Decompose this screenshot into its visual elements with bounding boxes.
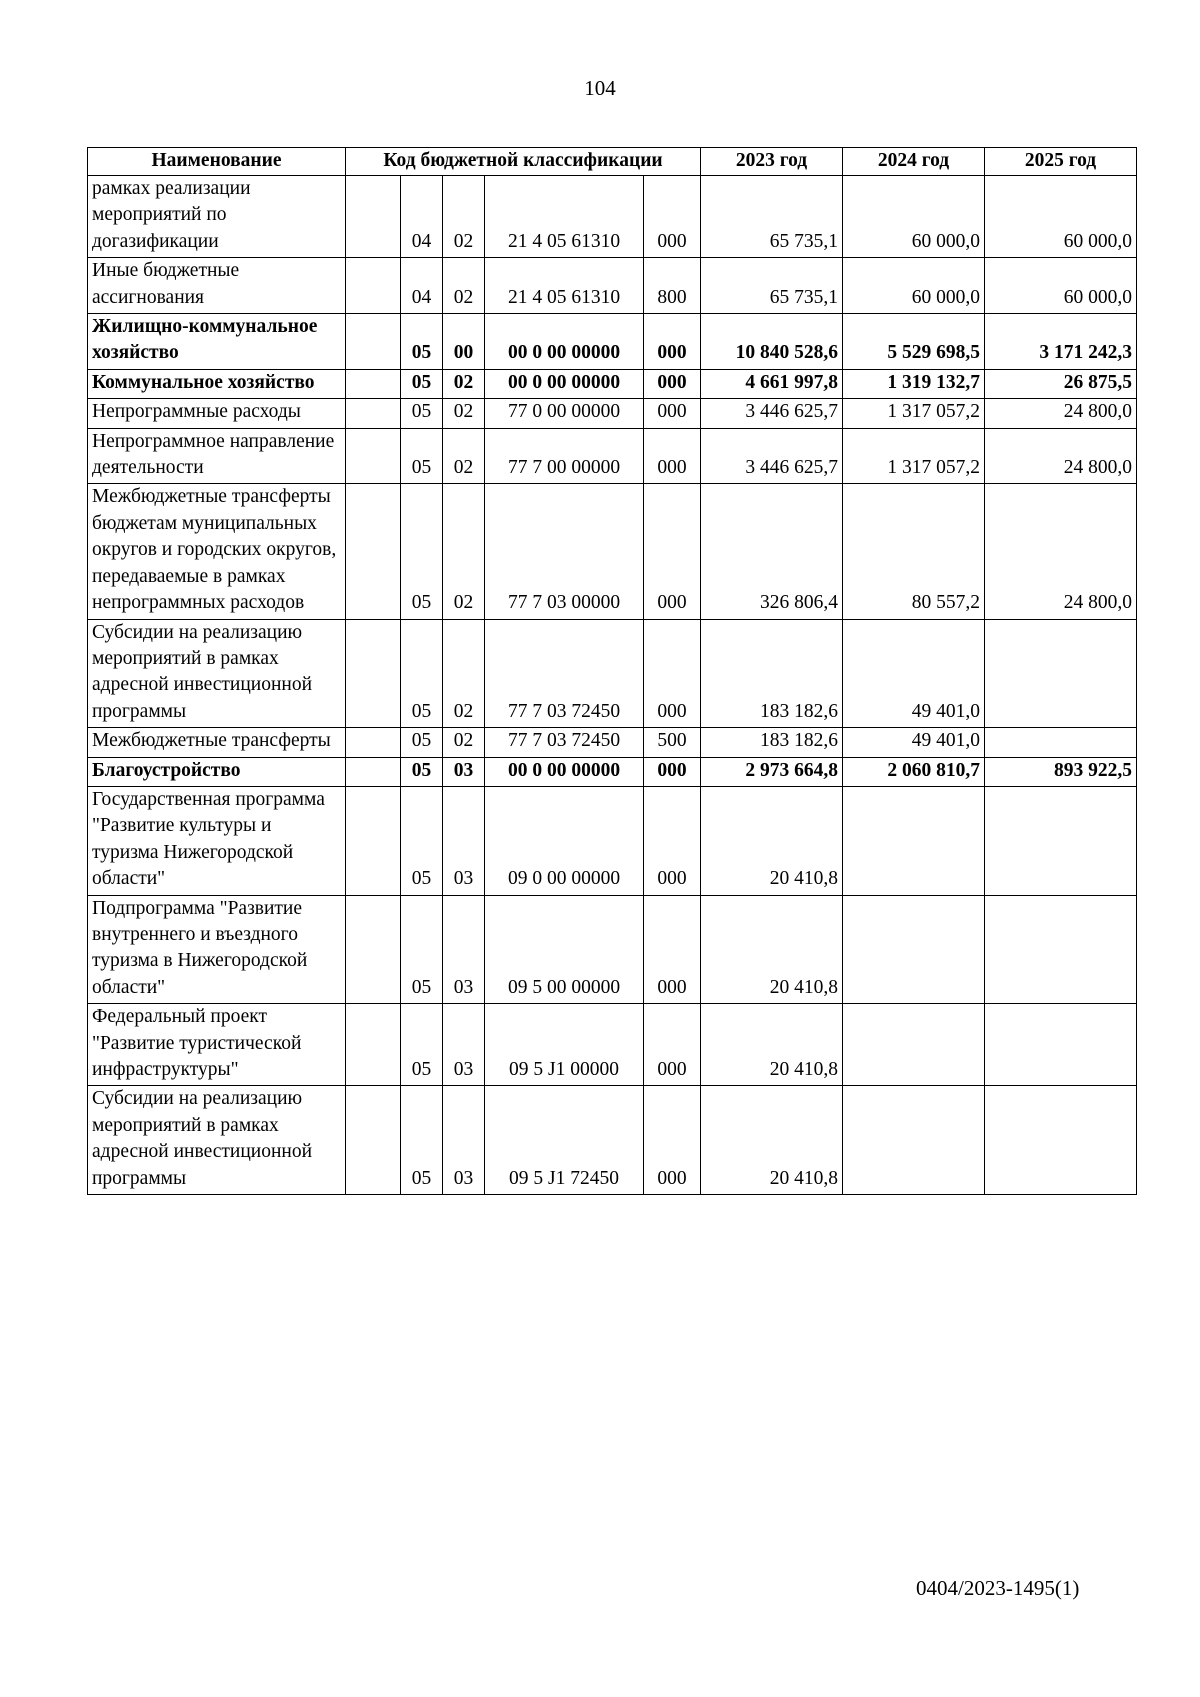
row-expense-type-code: 000 [644, 484, 701, 619]
row-section-code: 04 [401, 258, 443, 314]
row-article-code: 09 5 00 00000 [485, 895, 644, 1004]
row-amount-2024 [843, 1004, 985, 1086]
row-amount-2024: 1 319 132,7 [843, 369, 985, 398]
row-subsection-code: 03 [443, 1086, 485, 1195]
row-expense-type-code: 000 [644, 757, 701, 786]
row-name: Подпрограмма "Развитие внутреннего и въездного туризма в Нижегородской области" [88, 895, 346, 1004]
row-empty-cell [346, 1086, 401, 1195]
row-section-code: 05 [401, 786, 443, 895]
row-article-code: 77 0 00 00000 [485, 399, 644, 428]
document-id: 0404/2023-1495(1) [916, 1576, 1080, 1600]
row-expense-type-code: 000 [644, 895, 701, 1004]
row-expense-type-code: 500 [644, 728, 701, 757]
row-subsection-code: 02 [443, 258, 485, 314]
row-amount-2023: 20 410,8 [701, 1004, 843, 1086]
row-subsection-code: 02 [443, 728, 485, 757]
row-section-code: 05 [401, 484, 443, 619]
table-row [88, 399, 1137, 428]
row-amount-2024: 80 557,2 [843, 484, 985, 619]
row-amount-2025 [985, 728, 1137, 757]
row-article-code: 00 0 00 00000 [485, 757, 644, 786]
row-name: Федеральный проект "Развитие туристической инфраструктуры" [88, 1004, 346, 1086]
row-empty-cell [346, 176, 401, 258]
row-section-code: 05 [401, 728, 443, 757]
row-amount-2025 [985, 895, 1137, 1004]
row-subsection-code: 02 [443, 176, 485, 258]
table-row [88, 428, 1137, 484]
row-amount-2025: 24 800,0 [985, 399, 1137, 428]
row-amount-2024: 1 317 057,2 [843, 399, 985, 428]
row-subsection-code: 02 [443, 484, 485, 619]
table-row [88, 484, 1137, 619]
row-amount-2024 [843, 1086, 985, 1195]
row-subsection-code: 00 [443, 314, 485, 370]
row-amount-2023: 20 410,8 [701, 786, 843, 895]
row-empty-cell [346, 619, 401, 728]
row-name: Субсидии на реализацию мероприятий в рамках адресной инвестиционной программы [88, 1086, 346, 1195]
row-subsection-code: 02 [443, 428, 485, 484]
row-amount-2023: 326 806,4 [701, 484, 843, 619]
row-section-code: 05 [401, 1004, 443, 1086]
row-amount-2024 [843, 786, 985, 895]
row-subsection-code: 03 [443, 895, 485, 1004]
row-section-code: 05 [401, 619, 443, 728]
row-name: Благоустройство [88, 757, 346, 786]
row-name: Государственная программа "Развитие культуры и туризма Нижегородской области" [88, 786, 346, 895]
row-name: Субсидии на реализацию мероприятий в рамках адресной инвестиционной программы [88, 619, 346, 728]
row-amount-2025: 60 000,0 [985, 176, 1137, 258]
row-empty-cell [346, 484, 401, 619]
row-expense-type-code: 800 [644, 258, 701, 314]
row-expense-type-code: 000 [644, 1086, 701, 1195]
row-empty-cell [346, 895, 401, 1004]
row-article-code: 21 4 05 61310 [485, 258, 644, 314]
row-amount-2024: 49 401,0 [843, 619, 985, 728]
row-subsection-code: 03 [443, 1004, 485, 1086]
row-article-code: 00 0 00 00000 [485, 369, 644, 398]
row-name: Межбюджетные трансферты бюджетам муниципальных округов и городских округов, передаваемые в рамках непрограммных расходов [88, 484, 346, 619]
row-name: Непрограммное направление деятельности [88, 428, 346, 484]
row-amount-2025: 26 875,5 [985, 369, 1137, 398]
row-article-code: 09 0 00 00000 [485, 786, 644, 895]
table-header-row [88, 148, 1137, 176]
row-section-code: 05 [401, 895, 443, 1004]
row-amount-2023: 4 661 997,8 [701, 369, 843, 398]
row-amount-2023: 65 735,1 [701, 176, 843, 258]
row-name: рамках реализации мероприятий по догазификации [88, 176, 346, 258]
row-section-code: 04 [401, 176, 443, 258]
row-amount-2023: 183 182,6 [701, 728, 843, 757]
header-2023: 2023 год [701, 148, 843, 176]
row-empty-cell [346, 369, 401, 398]
page-number: 104 [584, 76, 616, 100]
row-section-code: 05 [401, 369, 443, 398]
row-amount-2025 [985, 1004, 1137, 1086]
row-amount-2023: 2 973 664,8 [701, 757, 843, 786]
row-empty-cell [346, 1004, 401, 1086]
row-article-code: 09 5 J1 72450 [485, 1086, 644, 1195]
row-article-code: 09 5 J1 00000 [485, 1004, 644, 1086]
header-2025: 2025 год [985, 148, 1137, 176]
row-empty-cell [346, 258, 401, 314]
row-empty-cell [346, 399, 401, 428]
row-name: Коммунальное хозяйство [88, 369, 346, 398]
row-name: Иные бюджетные ассигнования [88, 258, 346, 314]
table-row [88, 1004, 1137, 1086]
row-amount-2025 [985, 1086, 1137, 1195]
row-section-code: 05 [401, 428, 443, 484]
row-article-code: 77 7 03 00000 [485, 484, 644, 619]
row-empty-cell [346, 428, 401, 484]
row-expense-type-code: 000 [644, 1004, 701, 1086]
row-section-code: 05 [401, 1086, 443, 1195]
row-empty-cell [346, 757, 401, 786]
row-amount-2024 [843, 895, 985, 1004]
row-expense-type-code: 000 [644, 786, 701, 895]
row-amount-2024: 2 060 810,7 [843, 757, 985, 786]
row-expense-type-code: 000 [644, 369, 701, 398]
row-article-code: 00 0 00 00000 [485, 314, 644, 370]
row-amount-2023: 65 735,1 [701, 258, 843, 314]
table-row [88, 176, 1137, 258]
row-expense-type-code: 000 [644, 619, 701, 728]
header-code: Код бюджетной классификации [346, 148, 701, 176]
row-amount-2025 [985, 786, 1137, 895]
row-section-code: 05 [401, 757, 443, 786]
row-article-code: 77 7 00 00000 [485, 428, 644, 484]
table-row [88, 258, 1137, 314]
row-empty-cell [346, 728, 401, 757]
row-section-code: 05 [401, 314, 443, 370]
row-amount-2023: 183 182,6 [701, 619, 843, 728]
row-expense-type-code: 000 [644, 399, 701, 428]
row-expense-type-code: 000 [644, 314, 701, 370]
table-row [88, 895, 1137, 1004]
row-section-code: 05 [401, 399, 443, 428]
row-subsection-code: 02 [443, 369, 485, 398]
row-name: Межбюджетные трансферты [88, 728, 346, 757]
row-subsection-code: 02 [443, 619, 485, 728]
table-row [88, 728, 1137, 757]
row-empty-cell [346, 786, 401, 895]
row-amount-2024: 1 317 057,2 [843, 428, 985, 484]
row-amount-2023: 20 410,8 [701, 895, 843, 1004]
header-name: Наименование [88, 148, 346, 176]
row-amount-2025: 60 000,0 [985, 258, 1137, 314]
row-amount-2023: 3 446 625,7 [701, 399, 843, 428]
table-row [88, 369, 1137, 398]
row-article-code: 77 7 03 72450 [485, 619, 644, 728]
row-amount-2024: 5 529 698,5 [843, 314, 985, 370]
row-expense-type-code: 000 [644, 176, 701, 258]
table-row [88, 619, 1137, 728]
row-amount-2023: 20 410,8 [701, 1086, 843, 1195]
row-amount-2025: 3 171 242,3 [985, 314, 1137, 370]
row-amount-2024: 49 401,0 [843, 728, 985, 757]
table-row [88, 757, 1137, 786]
row-amount-2025 [985, 619, 1137, 728]
header-2024: 2024 год [843, 148, 985, 176]
row-amount-2025: 24 800,0 [985, 428, 1137, 484]
row-subsection-code: 03 [443, 757, 485, 786]
row-subsection-code: 02 [443, 399, 485, 428]
row-article-code: 21 4 05 61310 [485, 176, 644, 258]
row-name: Непрограммные расходы [88, 399, 346, 428]
table-row [88, 314, 1137, 370]
budget-table [87, 147, 1137, 1195]
table-row [88, 786, 1137, 895]
row-amount-2023: 10 840 528,6 [701, 314, 843, 370]
row-amount-2025: 893 922,5 [985, 757, 1137, 786]
row-amount-2023: 3 446 625,7 [701, 428, 843, 484]
row-amount-2024: 60 000,0 [843, 176, 985, 258]
row-article-code: 77 7 03 72450 [485, 728, 644, 757]
row-expense-type-code: 000 [644, 428, 701, 484]
table-row [88, 1086, 1137, 1195]
row-subsection-code: 03 [443, 786, 485, 895]
row-name: Жилищно-коммунальное хозяйство [88, 314, 346, 370]
row-amount-2024: 60 000,0 [843, 258, 985, 314]
row-empty-cell [346, 314, 401, 370]
row-amount-2025: 24 800,0 [985, 484, 1137, 619]
